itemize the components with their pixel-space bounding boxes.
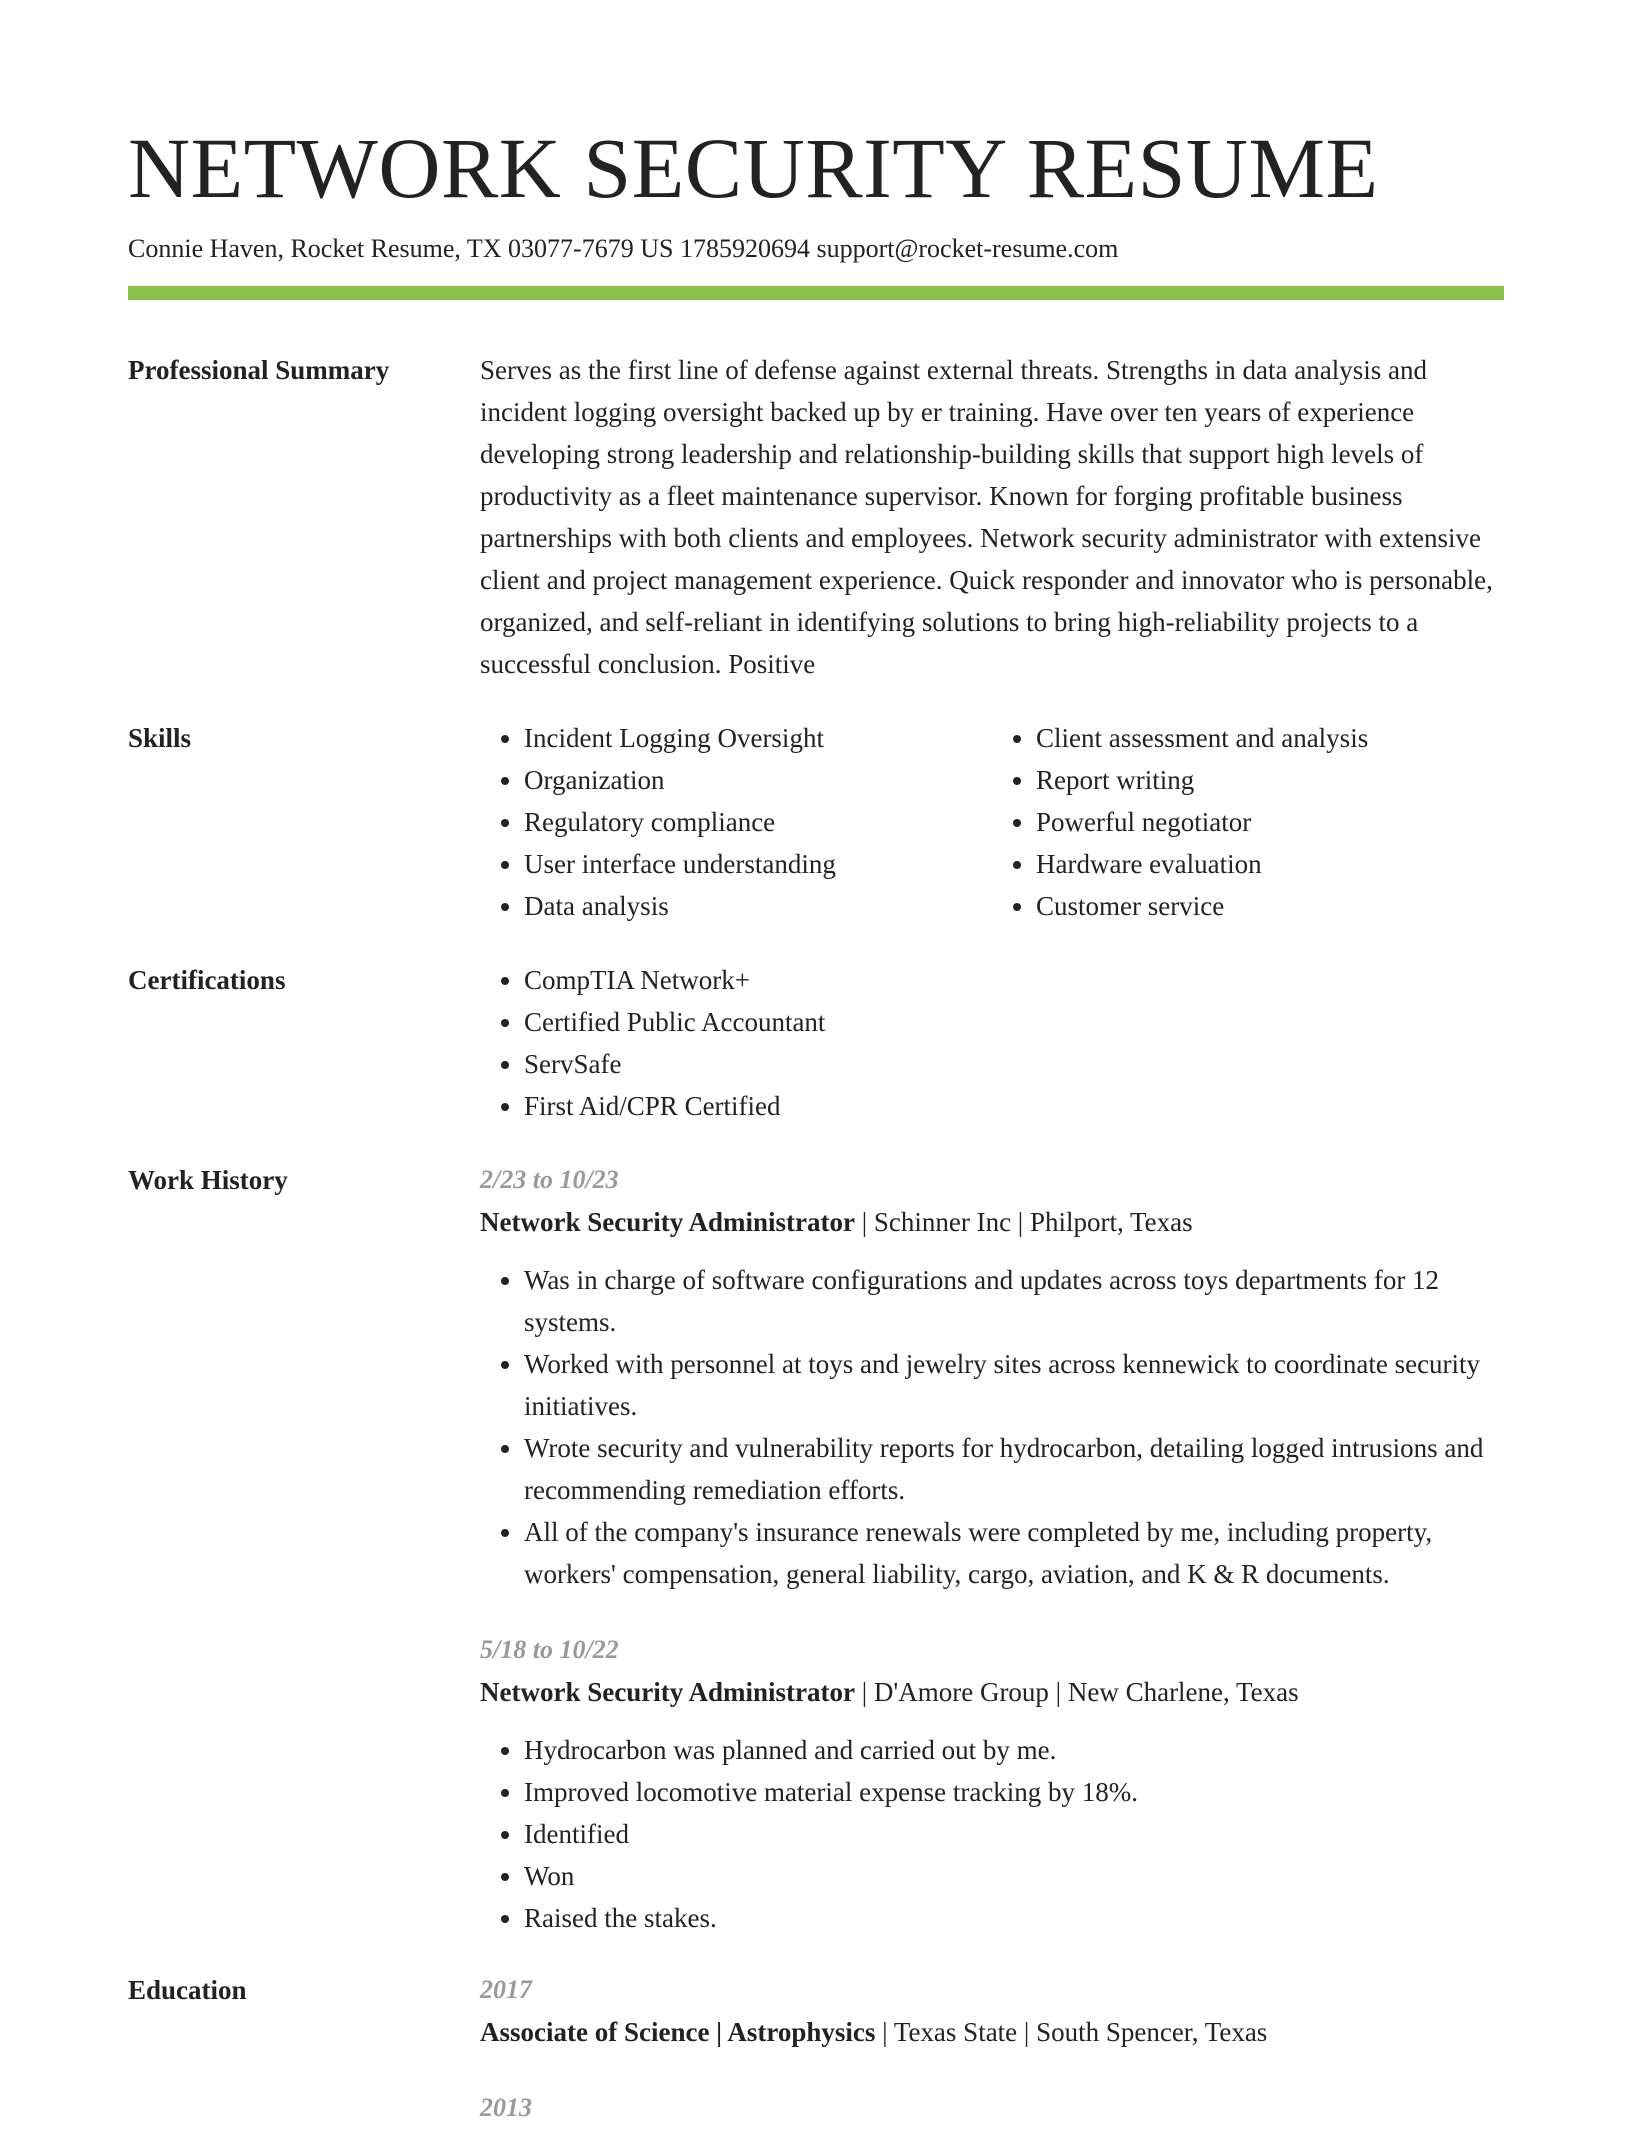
job-company-location: | D'Amore Group | New Charlene, Texas <box>854 1677 1299 1707</box>
job-bullets <box>480 1729 1504 1939</box>
list-item: • Report writing <box>1036 759 1504 801</box>
education-entry <box>480 1969 1504 2053</box>
job-entry <box>480 1629 1504 1939</box>
list-item: • Powerful negotiator <box>1036 801 1504 843</box>
job-title: Network Security Administrator <box>480 1677 855 1707</box>
list-item: • Worked with personnel at toys and jewelry sites across kennewick to coordinate security initiatives. <box>524 1343 1504 1427</box>
list-item: • Hardware evaluation <box>1036 843 1504 885</box>
list-item: • Wrote security and vulnerability reports for hydrocarbon, detailing logged intrusions and recommending remediation efforts. <box>524 1427 1504 1511</box>
job-role-line <box>480 1671 1504 1713</box>
list-item: • Data analysis <box>524 885 992 927</box>
section-label-summary: Professional Summary <box>128 355 390 385</box>
page-title: NETWORK SECURITY RESUME <box>128 120 1379 216</box>
list-item: • Improved locomotive material expense tracking by 18%. <box>524 1771 1504 1813</box>
work-history-body <box>480 1159 1504 1939</box>
section-label-certifications: Certifications <box>128 965 286 995</box>
education-date: 2013 <box>480 2093 532 2122</box>
section-label-education: Education <box>128 1975 247 2005</box>
list-item: • All of the company's insurance renewals were completed by me, including property, workers' compensation, general liability, cargo, aviation, and K & R documents. <box>524 1511 1504 1595</box>
list-item: • Hydrocarbon was planned and carried out by me. <box>524 1729 1504 1771</box>
list-item: • ServSafe <box>524 1043 1504 1085</box>
list-item: • Identified <box>524 1813 1504 1855</box>
list-item: • Customer service <box>1036 885 1504 927</box>
list-item: • Raised the stakes. <box>524 1897 1504 1939</box>
summary-text: Serves as the first line of defense against external threats. Strengths in data analysis and incident logging oversight backed up by er training. Have over ten years of experience developing strong leadership and relationship-building skills that support high levels of productivity as a fleet maintenance supervisor. Known for forging profitable business partnerships with both clients and employees. Network security administrator with extensive client and project management experience. Quick responder and innovator who is personable, organized, and self-reliant in identifying solutions to bring high-reliability projects to a successful conclusion. Positive <box>480 355 1493 679</box>
skills-list-col1 <box>480 717 992 927</box>
list-item: • Client assessment and analysis <box>1036 717 1504 759</box>
accent-divider <box>128 286 1504 300</box>
list-item: • Certified Public Accountant <box>524 1001 1504 1043</box>
list-item: • CompTIA Network+ <box>524 959 1504 1001</box>
education-degree-line <box>480 2011 1504 2053</box>
education-degree: Associate of Science | Astrophysics <box>480 2017 876 2047</box>
list-item: • Won <box>524 1855 1504 1897</box>
section-label-skills: Skills <box>128 723 192 753</box>
job-company-location: | Schinner Inc | Philport, Texas <box>854 1207 1193 1237</box>
summary-body <box>480 349 1504 685</box>
education-school-location: | Texas State | South Spencer, Texas <box>875 2017 1268 2047</box>
job-title: Network Security Administrator <box>480 1207 855 1237</box>
skills-body <box>480 717 1504 927</box>
list-item: • Incident Logging Oversight <box>524 717 992 759</box>
certifications-list <box>480 959 1504 1127</box>
job-date: 5/18 to 10/22 <box>480 1635 619 1664</box>
job-role-line <box>480 1201 1504 1243</box>
contact-line: Connie Haven, Rocket Resume, TX 03077-7679 US 1785920694 support@rocket-resume.com <box>128 234 1119 263</box>
education-body <box>480 1969 1504 2129</box>
list-item: • First Aid/CPR Certified <box>524 1085 1504 1127</box>
list-item: • Organization <box>524 759 992 801</box>
job-bullets <box>480 1259 1504 1595</box>
job-entry <box>480 1159 1504 1595</box>
list-item: • Regulatory compliance <box>524 801 992 843</box>
skills-list-col2 <box>992 717 1504 927</box>
certifications-body <box>480 959 1504 1127</box>
education-date: 2017 <box>480 1975 532 2004</box>
education-entry <box>480 2087 1504 2129</box>
list-item: • User interface understanding <box>524 843 992 885</box>
list-item: • Was in charge of software configurations and updates across toys departments for 12 systems. <box>524 1259 1504 1343</box>
job-date: 2/23 to 10/23 <box>480 1165 619 1194</box>
section-label-work-history: Work History <box>128 1165 288 1195</box>
